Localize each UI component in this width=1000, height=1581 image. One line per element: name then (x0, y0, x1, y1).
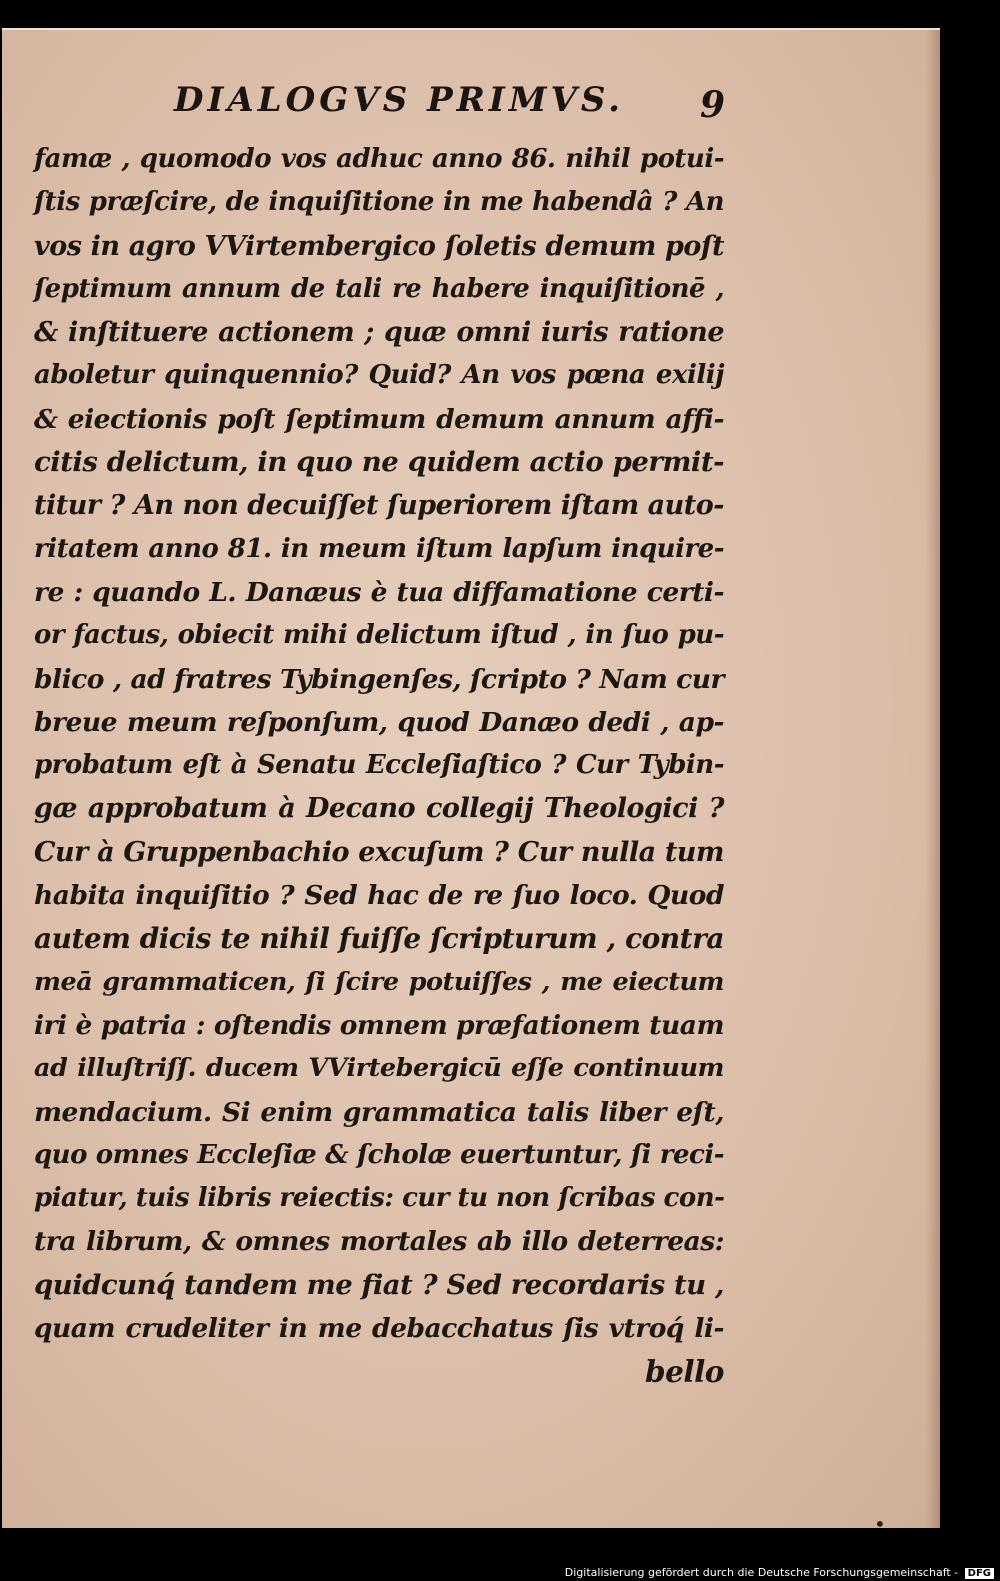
text-line: mendacium. Si enim grammatica talis liber eſt, (34, 1096, 724, 1128)
text-line: or factus, obiecit mihi delictum iſtud , in ſuo pu- (34, 620, 724, 651)
text-line: ſtis præſcire, de inquiſitione in me habendâ ? An (34, 187, 724, 218)
text-line: breue meum reſponſum, quod Danæo dedi , ap- (34, 706, 724, 738)
text-line: titur ? An non decuiſſet ſuperiorem iſtam auto- (34, 490, 724, 522)
text-line: meā grammaticen, ſi ſcire potuiſſes , me eiectum (34, 966, 724, 997)
digitization-credit (565, 1566, 994, 1579)
text-line: ritatem anno 81. in meum iſtum lapſum inquire- (34, 533, 724, 564)
text-line: Cur à Gruppenbachio excuſum ? Cur nulla tum (34, 836, 724, 868)
text-line: citis delictum, in quo ne quidem actio permit- (34, 446, 724, 479)
running-title: DIALOGVS PRIMVS. (174, 80, 625, 120)
text-line: aboletur quinquennio? Quid? An vos pœna exilij (34, 360, 724, 391)
catchword: bello (645, 1354, 724, 1390)
text-line: quam crudeliter in me debacchatus ſis vtroq́ li- (34, 1313, 724, 1345)
page-edge-shadow (926, 30, 940, 1528)
text-line: probatum eſt à Senatu Eccleſiaſtico ? Cur Tybin- (34, 750, 724, 781)
dfg-logo: DFG (965, 1568, 994, 1579)
text-line: vos in agro VVirtembergico ſoletis demum poſt (34, 230, 724, 262)
text-line: habita inquiſitio ? Sed hac de re ſuo loco. Quod (34, 880, 724, 912)
text-line: & inſtituere actionem ; quæ omni iuris ratione (34, 317, 724, 349)
text-line: re : quando L. Danæus è tua diffamatione certi- (34, 576, 724, 608)
book-page (2, 28, 940, 1536)
text-line: & eiectionis poſt ſeptimum demum annum affi- (34, 403, 724, 435)
text-line: ad illuſtriſſ. ducem VVirtebergicū eſſe continuum (34, 1053, 724, 1084)
text-line: quidcunq́ tandem me fiat ? Sed recordaris tu , (34, 1268, 724, 1301)
credit-text: Digitalisierung gefördert durch die Deutsche Forschungsgemeinschaft - (564, 1566, 959, 1579)
text-line: ſeptimum annum de tali re habere inquiſitionē , (34, 273, 724, 304)
text-line: quo omnes Eccleſiæ & ſcholæ euertuntur, ſi reci- (34, 1139, 724, 1170)
text-line: famæ , quomodo vos adhuc anno 86. nihil potui- (34, 144, 724, 174)
ink-speck-decoration: • (874, 1512, 886, 1536)
body-text (34, 138, 724, 1394)
text-line: iri è patria : oſtendis omnem præfationem tuam (34, 1009, 724, 1041)
text-line: piatur, tuis libris reiectis: cur tu non ſcribas con- (34, 1183, 725, 1214)
text-line: tra librum, & omnes mortales ab illo deterreas: (34, 1226, 724, 1258)
page-number: 9 (700, 84, 726, 126)
text-line: autem dicis te nihil fuiſſe ſcripturum , contra (34, 922, 724, 956)
text-line: gæ approbatum à Decano collegij Theologici ? (34, 793, 724, 825)
text-line: blico , ad fratres Tybingenſes, ſcripto ? Nam cur (34, 663, 724, 695)
